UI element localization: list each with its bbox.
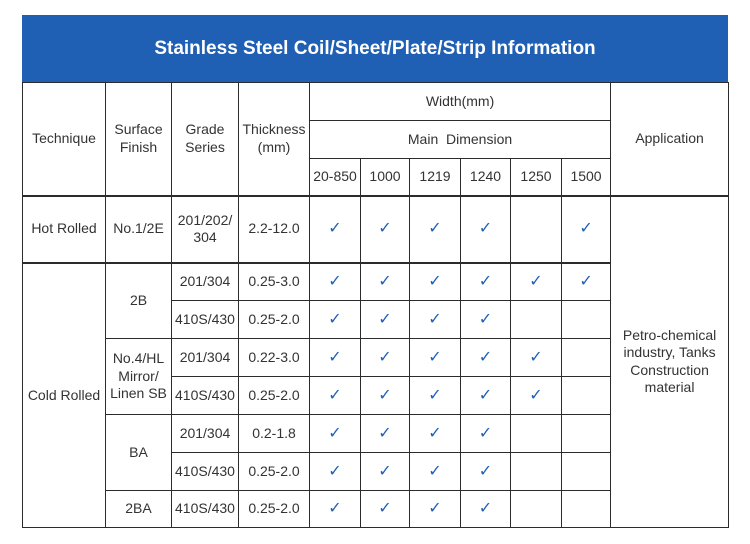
checkmark-icon: ✓ [361, 491, 410, 528]
checkmark-icon: ✓ [310, 339, 361, 377]
checkmark-icon: ✓ [511, 339, 562, 377]
checkmark-icon: ✓ [310, 491, 361, 528]
info-table-container [22, 15, 728, 527]
check-cell [511, 415, 562, 453]
checkmark-icon: ✓ [461, 263, 511, 301]
checkmark-icon: ✓ [410, 263, 461, 301]
checkmark-icon: ✓ [410, 491, 461, 528]
checkmark-icon: ✓ [410, 415, 461, 453]
thickness-cell: 0.22-3.0 [239, 339, 310, 377]
checkmark-icon: ✓ [461, 339, 511, 377]
checkmark-icon: ✓ [410, 196, 461, 263]
thickness-cell: 0.2-1.8 [239, 415, 310, 453]
surface-finish-cell: No.1/2E [106, 196, 172, 263]
checkmark-icon: ✓ [361, 453, 410, 491]
checkmark-icon: ✓ [361, 415, 410, 453]
grade-cell: 410S/430 [172, 301, 239, 339]
specification-table [22, 82, 729, 528]
check-cell [562, 415, 611, 453]
checkmark-icon: ✓ [410, 377, 461, 415]
checkmark-icon: ✓ [410, 453, 461, 491]
thickness-cell: 0.25-2.0 [239, 377, 310, 415]
grade-cell: 201/304 [172, 263, 239, 301]
width-header: 1250 [511, 159, 562, 196]
checkmark-icon: ✓ [461, 196, 511, 263]
grade-cell: 410S/430 [172, 453, 239, 491]
check-cell [562, 453, 611, 491]
checkmark-icon: ✓ [511, 263, 562, 301]
checkmark-icon: ✓ [461, 301, 511, 339]
check-cell [562, 301, 611, 339]
check-cell [562, 339, 611, 377]
checkmark-icon: ✓ [361, 377, 410, 415]
checkmark-icon: ✓ [361, 301, 410, 339]
check-cell [511, 453, 562, 491]
checkmark-icon: ✓ [310, 377, 361, 415]
check-cell [511, 491, 562, 528]
grade-cell: 201/304 [172, 339, 239, 377]
checkmark-icon: ✓ [461, 453, 511, 491]
checkmark-icon: ✓ [310, 301, 361, 339]
check-cell [562, 377, 611, 415]
checkmark-icon: ✓ [310, 453, 361, 491]
application-cell: Petro-chemical industry, Tanks Construction material [611, 196, 729, 528]
surface-finish-cell: 2B [106, 263, 172, 339]
header-surface-finish: Surface Finish [106, 83, 172, 196]
header-thickness: Thickness (mm) [239, 83, 310, 196]
checkmark-icon: ✓ [310, 415, 361, 453]
width-header: 1000 [361, 159, 410, 196]
thickness-cell: 0.25-3.0 [239, 263, 310, 301]
check-cell [511, 196, 562, 263]
checkmark-icon: ✓ [562, 263, 611, 301]
grade-cell: 410S/430 [172, 377, 239, 415]
checkmark-icon: ✓ [361, 263, 410, 301]
surface-finish-cell: BA [106, 415, 172, 491]
thickness-cell: 0.25-2.0 [239, 453, 310, 491]
width-header: 1240 [461, 159, 511, 196]
checkmark-icon: ✓ [310, 196, 361, 263]
header-grade-series: Grade Series [172, 83, 239, 196]
checkmark-icon: ✓ [461, 377, 511, 415]
width-header: 1219 [410, 159, 461, 196]
checkmark-icon: ✓ [310, 263, 361, 301]
checkmark-icon: ✓ [410, 339, 461, 377]
check-cell [511, 301, 562, 339]
width-header: 20-850 [310, 159, 361, 196]
header-application: Application [611, 83, 729, 196]
checkmark-icon: ✓ [361, 196, 410, 263]
header-technique: Technique [23, 83, 106, 196]
table-title: Stainless Steel Coil/Sheet/Plate/Strip Information [22, 15, 728, 82]
checkmark-icon: ✓ [461, 415, 511, 453]
checkmark-icon: ✓ [410, 301, 461, 339]
grade-cell: 201/304 [172, 415, 239, 453]
grade-cell: 410S/430 [172, 491, 239, 528]
surface-finish-cell: 2BA [106, 491, 172, 528]
checkmark-icon: ✓ [361, 339, 410, 377]
header-main-dimension: Main Dimension [310, 121, 611, 159]
grade-cell: 201/202/ 304 [172, 196, 239, 263]
thickness-cell: 0.25-2.0 [239, 301, 310, 339]
checkmark-icon: ✓ [562, 196, 611, 263]
technique-cell: Cold Rolled [23, 263, 106, 528]
checkmark-icon: ✓ [511, 377, 562, 415]
surface-finish-cell: No.4/HL Mirror/ Linen SB [106, 339, 172, 415]
check-cell [562, 491, 611, 528]
technique-cell: Hot Rolled [23, 196, 106, 263]
width-header: 1500 [562, 159, 611, 196]
checkmark-icon: ✓ [461, 491, 511, 528]
thickness-cell: 2.2-12.0 [239, 196, 310, 263]
header-width: Width(mm) [310, 83, 611, 121]
thickness-cell: 0.25-2.0 [239, 491, 310, 528]
